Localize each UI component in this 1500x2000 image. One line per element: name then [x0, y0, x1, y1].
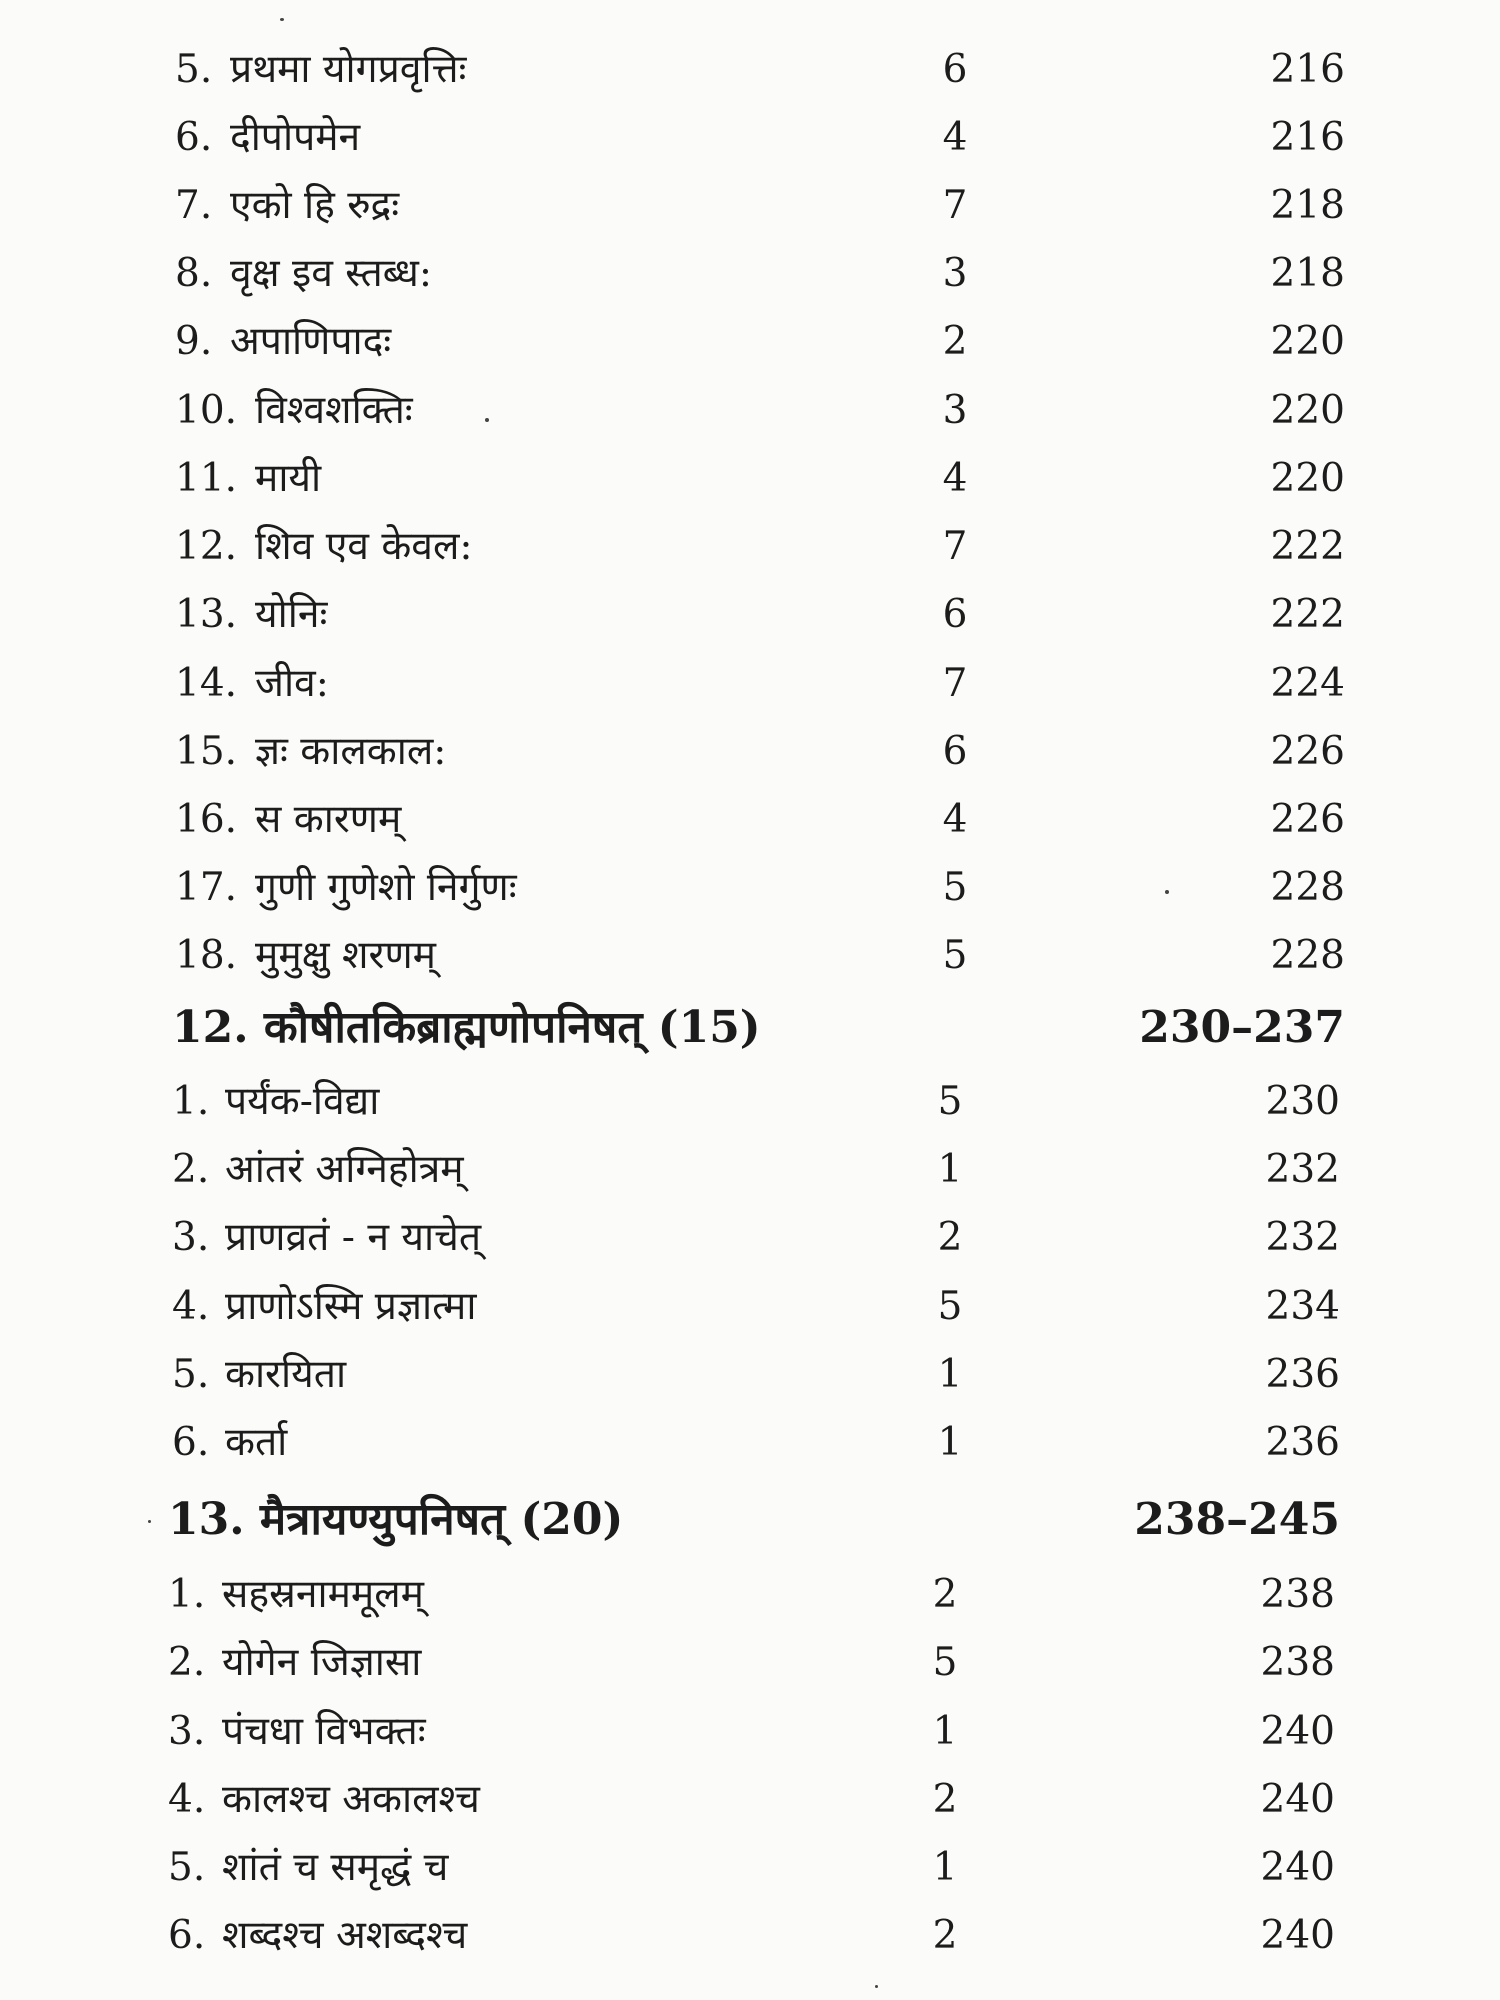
- entry-number: 6.: [168, 1913, 206, 1958]
- toc-entry: [0, 1906, 1500, 1966]
- toc-entry: [0, 517, 1500, 577]
- verse-count: 7: [942, 524, 968, 569]
- toc-entry: [0, 790, 1500, 850]
- entry-number: 14.: [175, 661, 238, 706]
- entry-title: पंचधा विभक्तः: [222, 1709, 426, 1754]
- page-number: 222: [1270, 524, 1345, 569]
- page-number: 240: [1260, 1845, 1335, 1890]
- page-number: 226: [1270, 729, 1345, 774]
- entry-title: मुमुक्षु शरणम्: [255, 933, 436, 978]
- scan-speck: [148, 1520, 151, 1523]
- entry-number: 10.: [175, 388, 238, 433]
- page-number: 240: [1260, 1777, 1335, 1822]
- section-heading: [0, 1490, 1500, 1550]
- toc-entry: [0, 1838, 1500, 1898]
- page-number: 228: [1270, 933, 1345, 978]
- page-number: 224: [1270, 661, 1345, 706]
- entry-title: कर्ता: [225, 1420, 288, 1465]
- entry-number: 6.: [172, 1420, 210, 1465]
- verse-count: 1: [932, 1845, 958, 1890]
- verse-count: 7: [942, 183, 968, 228]
- page-number: 222: [1270, 592, 1345, 637]
- entry-title: मायी: [255, 456, 322, 501]
- entry-number: 18.: [175, 933, 238, 978]
- verse-count: 6: [942, 47, 968, 92]
- page-number: 220: [1270, 456, 1345, 501]
- entry-number: 2.: [168, 1640, 206, 1685]
- entry-title: विश्वशक्तिः: [255, 388, 413, 433]
- page-number: 218: [1270, 183, 1345, 228]
- section-title: 12. कौषीतकिब्राह्मणोपनिषत् (15): [172, 1002, 761, 1053]
- entry-number: 8.: [175, 251, 213, 296]
- verse-count: 4: [942, 456, 968, 501]
- page-number: 238: [1260, 1640, 1335, 1685]
- verse-count: 5: [942, 865, 968, 910]
- entry-number: 3.: [172, 1215, 210, 1260]
- page-number: 228: [1270, 865, 1345, 910]
- entry-title: सहस्रनाममूलम्: [222, 1572, 424, 1617]
- entry-number: 3.: [168, 1709, 206, 1754]
- verse-count: 2: [932, 1572, 958, 1617]
- toc-entry: [0, 1208, 1500, 1268]
- entry-number: 5.: [168, 1845, 206, 1890]
- entry-title: आंतरं अग्निहोत्रम्: [225, 1147, 464, 1192]
- entry-title: योगेन जिज्ञासा: [222, 1640, 422, 1685]
- verse-count: 5: [942, 933, 968, 978]
- entry-number: 6.: [175, 115, 213, 160]
- verse-count: 2: [937, 1215, 963, 1260]
- page-number: 232: [1265, 1215, 1340, 1260]
- verse-count: 5: [937, 1079, 963, 1124]
- entry-number: 13.: [175, 592, 238, 637]
- page-number: 216: [1270, 47, 1345, 92]
- page-number: 240: [1260, 1709, 1335, 1754]
- toc-entry: [0, 108, 1500, 168]
- verse-count: 2: [932, 1777, 958, 1822]
- verse-count: 2: [942, 319, 968, 364]
- verse-count: 3: [942, 251, 968, 296]
- entry-number: 5.: [172, 1352, 210, 1397]
- verse-count: 1: [937, 1147, 963, 1192]
- page-number: 220: [1270, 319, 1345, 364]
- page-number: 240: [1260, 1913, 1335, 1958]
- entry-title: स कारणम्: [255, 797, 402, 842]
- toc-entry: [0, 1072, 1500, 1132]
- page-number: 216: [1270, 115, 1345, 160]
- entry-number: 7.: [175, 183, 213, 228]
- section-page-range: 238–245: [1134, 1494, 1340, 1545]
- page-number: 226: [1270, 797, 1345, 842]
- entry-title: शांतं च समृद्धं च: [222, 1845, 449, 1890]
- entry-title: ज्ञः कालकाल:: [255, 729, 447, 774]
- entry-number: 12.: [175, 524, 238, 569]
- entry-number: 1.: [172, 1079, 210, 1124]
- page-number: 236: [1265, 1352, 1340, 1397]
- verse-count: 2: [932, 1913, 958, 1958]
- scan-speck: [485, 418, 489, 422]
- section-title: 13. मैत्रायण्युपनिषत् (20): [168, 1494, 624, 1545]
- scan-speck: [1165, 890, 1169, 894]
- toc-entry: [0, 244, 1500, 304]
- entry-title: कालश्च अकालश्च: [222, 1777, 480, 1822]
- section-heading: [0, 998, 1500, 1058]
- verse-count: 6: [942, 592, 968, 637]
- entry-title: प्रथमा योगप्रवृत्तिः: [230, 47, 467, 92]
- toc-entry: [0, 312, 1500, 372]
- entry-title: प्राणव्रतं - न याचेत्: [225, 1215, 482, 1260]
- entry-title: प्राणोऽस्मि प्रज्ञात्मा: [225, 1284, 477, 1329]
- page-number: 234: [1265, 1284, 1340, 1329]
- entry-title: पर्यंक-विद्या: [225, 1079, 380, 1124]
- toc-entry: [0, 1770, 1500, 1830]
- entry-title: गुणी गुणेशो निर्गुणः: [255, 865, 517, 910]
- entry-number: 4.: [168, 1777, 206, 1822]
- toc-entry: [0, 1702, 1500, 1762]
- verse-count: 4: [942, 115, 968, 160]
- scan-speck: [280, 18, 284, 21]
- verse-count: 4: [942, 797, 968, 842]
- entry-title: अपाणिपादः: [230, 319, 392, 364]
- entry-number: 15.: [175, 729, 238, 774]
- toc-entry: [0, 381, 1500, 441]
- toc-entry: [0, 1345, 1500, 1405]
- page-number: 238: [1260, 1572, 1335, 1617]
- verse-count: 5: [932, 1640, 958, 1685]
- entry-number: 5.: [175, 47, 213, 92]
- toc-entry: [0, 176, 1500, 236]
- toc-entry: [0, 1413, 1500, 1473]
- toc-entry: [0, 1140, 1500, 1200]
- scan-speck: [875, 1985, 878, 1988]
- toc-entry: [0, 40, 1500, 100]
- page-number: 220: [1270, 388, 1345, 433]
- page-number: 236: [1265, 1420, 1340, 1465]
- page-number: 232: [1265, 1147, 1340, 1192]
- toc-entry: [0, 926, 1500, 986]
- toc-entry: [0, 722, 1500, 782]
- toc-entry: [0, 1565, 1500, 1625]
- toc-entry: [0, 1277, 1500, 1337]
- verse-count: 6: [942, 729, 968, 774]
- page-number: 218: [1270, 251, 1345, 296]
- entry-number: 11.: [175, 456, 238, 501]
- entry-title: जीव:: [255, 661, 329, 706]
- toc-entry: [0, 1633, 1500, 1693]
- toc-entry: [0, 449, 1500, 509]
- verse-count: 7: [942, 661, 968, 706]
- page-number: 230: [1265, 1079, 1340, 1124]
- section-page-range: 230–237: [1139, 1002, 1345, 1053]
- verse-count: 1: [932, 1709, 958, 1754]
- toc-entry: [0, 654, 1500, 714]
- entry-number: 17.: [175, 865, 238, 910]
- entry-title: कारयिता: [225, 1352, 347, 1397]
- toc-entry: [0, 858, 1500, 918]
- entry-title: वृक्ष इव स्तब्ध:: [230, 251, 433, 296]
- entry-number: 9.: [175, 319, 213, 364]
- verse-count: 3: [942, 388, 968, 433]
- verse-count: 5: [937, 1284, 963, 1329]
- entry-title: दीपोपमेन: [230, 115, 361, 160]
- entry-title: शब्दश्च अशब्दश्च: [222, 1913, 468, 1958]
- entry-number: 2.: [172, 1147, 210, 1192]
- toc-entry: [0, 585, 1500, 645]
- entry-number: 4.: [172, 1284, 210, 1329]
- entry-number: 1.: [168, 1572, 206, 1617]
- entry-number: 16.: [175, 797, 238, 842]
- entry-title: शिव एव केवल:: [255, 524, 473, 569]
- verse-count: 1: [937, 1420, 963, 1465]
- entry-title: योनिः: [255, 592, 328, 637]
- entry-title: एको हि रुद्रः: [230, 183, 400, 228]
- verse-count: 1: [937, 1352, 963, 1397]
